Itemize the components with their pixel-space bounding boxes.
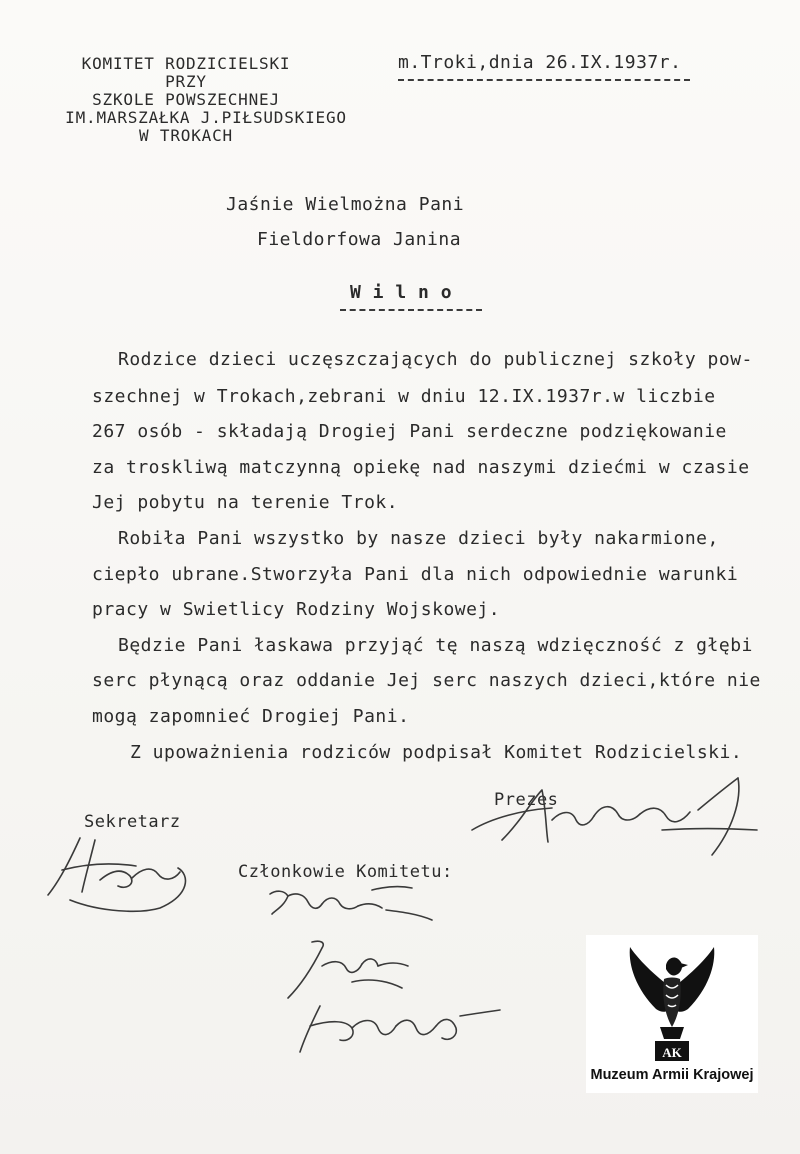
ak-badge: AK bbox=[662, 1045, 682, 1060]
body-line: pracy w Swietlicy Rodziny Wojskowej. bbox=[92, 599, 501, 620]
body-line: mogą zapomnieć Drogiej Pani. bbox=[92, 706, 410, 727]
addressee-salutation: Jaśnie Wielmożna Pani bbox=[226, 194, 465, 215]
secretary-signature bbox=[40, 820, 200, 915]
members-label: Członkowie Komitetu: bbox=[238, 862, 453, 882]
body-line: ciepło ubrane.Stworzyła Pani dla nich odpowiednie warunki bbox=[92, 564, 739, 585]
committee-line-1: KOMITET RODZICIELSKI bbox=[81, 54, 291, 73]
body-line: szechnej w Trokach,zebrani w dniu 12.IX.1937r.w liczbie bbox=[92, 386, 716, 407]
body-line: za troskliwą matczynną opiekę nad naszymi dziećmi w czasie bbox=[92, 457, 750, 478]
body-line: Będzie Pani łaskawa przyjąć tę naszą wdzięczność z głębi bbox=[118, 635, 753, 656]
committee-line-5: W TROKACH bbox=[139, 126, 233, 145]
museum-logo bbox=[586, 935, 758, 1093]
body-line: serc płynącą oraz oddanie Jej serc naszych dzieci,które nie bbox=[92, 670, 761, 691]
body-line: 267 osób - składają Drogiej Pani serdeczne podziękowanie bbox=[92, 421, 727, 442]
date-underline bbox=[398, 79, 690, 81]
committee-line-4: IM.MARSZAŁKA J.PIŁSUDSKIEGO bbox=[65, 108, 347, 127]
city-underline bbox=[340, 309, 482, 311]
president-label: Prezes bbox=[494, 790, 559, 810]
body-line: Jej pobytu na terenie Trok. bbox=[92, 492, 399, 513]
president-signature bbox=[462, 770, 762, 865]
member-signature-1 bbox=[262, 880, 442, 925]
museum-caption: Muzeum Armii Krajowej bbox=[590, 1067, 754, 1083]
body-line: Z upoważnienia rodziców podpisał Komitet Rodzicielski. bbox=[130, 742, 743, 763]
member-signature-3 bbox=[290, 996, 510, 1056]
body-line: Rodzice dzieci uczęszczających do publicznej szkoły pow- bbox=[118, 349, 753, 370]
committee-line-2: PRZY bbox=[165, 72, 207, 91]
addressee-city: W i l n o bbox=[350, 282, 453, 303]
body-line: Robiła Pani wszystko by nasze dzieci były nakarmione, bbox=[118, 528, 719, 549]
secretary-label: Sekretarz bbox=[84, 812, 181, 832]
addressee-name: Fieldorfowa Janina bbox=[257, 229, 462, 250]
place-date: m.Troki,dnia 26.IX.1937r. bbox=[398, 52, 682, 73]
committee-line-3: SZKOLE POWSZECHNEJ bbox=[92, 90, 280, 109]
